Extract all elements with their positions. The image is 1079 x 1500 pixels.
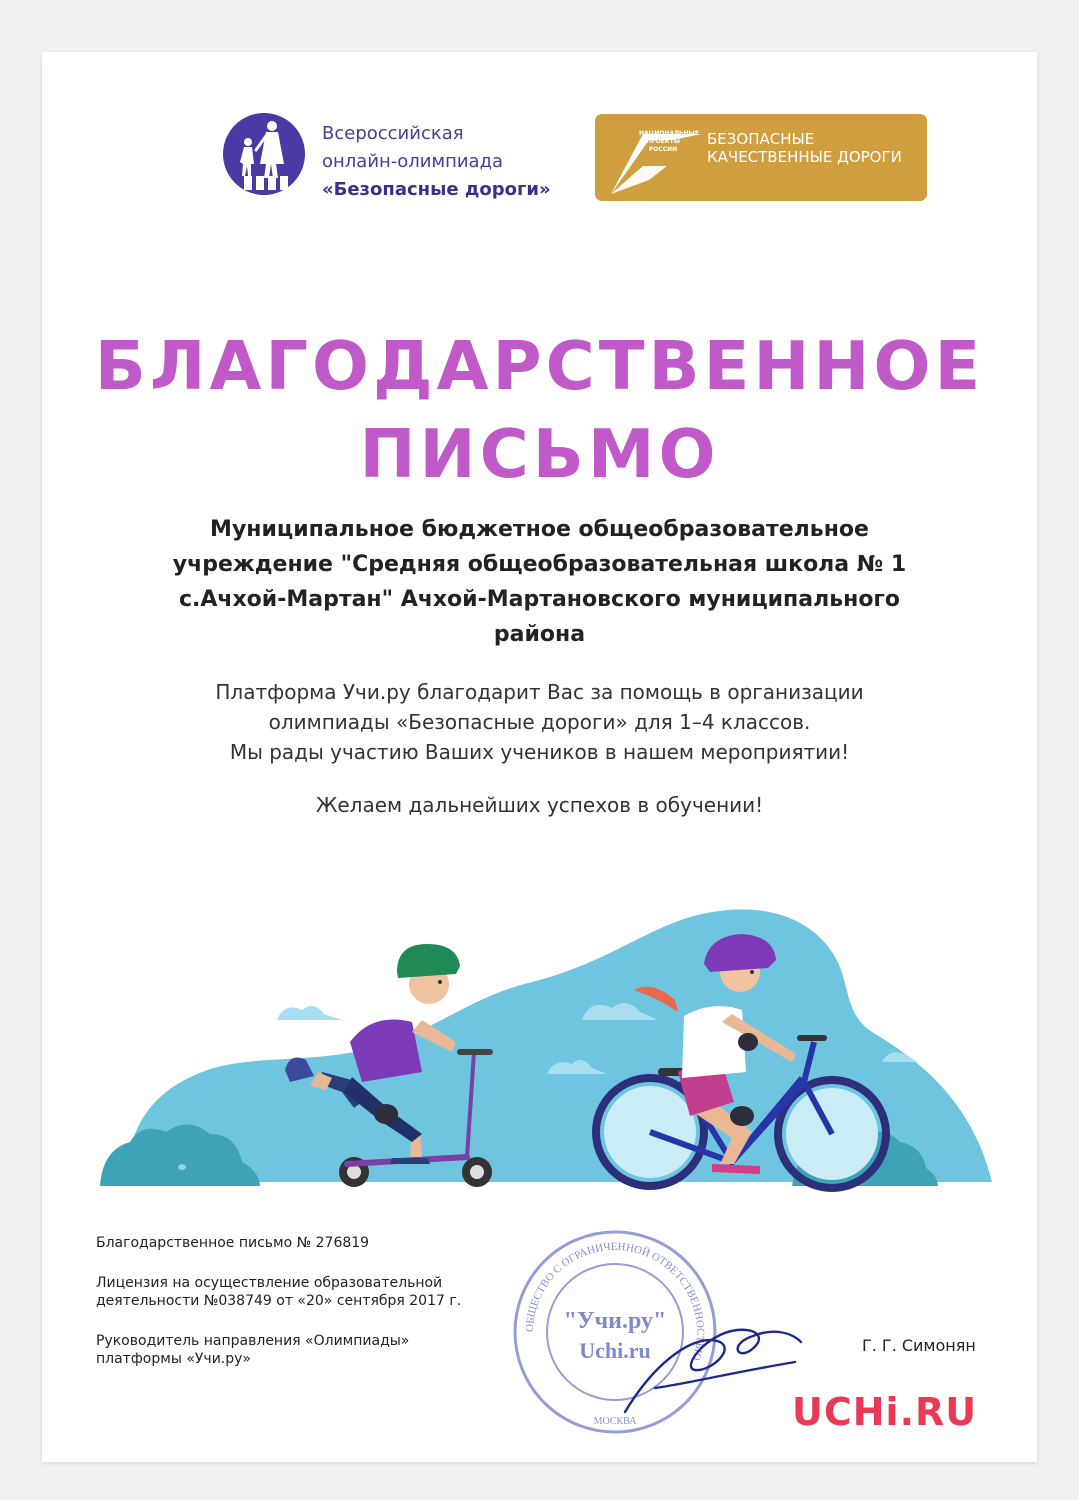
message-line3: Мы рады участию Ваших учеников в нашем мероприятии! bbox=[229, 740, 850, 764]
bkd-line2: КАЧЕСТВЕННЫЕ ДОРОГИ bbox=[707, 148, 902, 166]
stamp-sub-text: Uchi.ru bbox=[579, 1338, 651, 1363]
message-line2: олимпиады «Безопасные дороги» для 1–4 классов. bbox=[268, 710, 811, 734]
title-line1: БЛАГОДАРСТВЕННОЕ bbox=[94, 327, 985, 405]
certificate-title bbox=[42, 322, 1037, 498]
license-line1: Лицензия на осуществление образовательной bbox=[96, 1275, 443, 1291]
thanks-message bbox=[132, 677, 947, 767]
olympiad-line3: «Безопасные дороги» bbox=[322, 179, 551, 200]
stamp-main-text: "Учи.ру" bbox=[563, 1308, 667, 1334]
footer-info bbox=[96, 1234, 506, 1368]
olympiad-line2: онлайн-олимпиада bbox=[322, 151, 504, 172]
stamp-city-text: МОСКВА bbox=[593, 1416, 637, 1427]
letter-number: Благодарственное письмо № 276819 bbox=[96, 1235, 370, 1251]
recipient-name: Муниципальное бюджетное общеобразовательное учреждение "Средняя общеобразовательная школа № 1 с.Ачхой-Мартан" Ачхой-Мартановского муниципального района bbox=[172, 517, 907, 647]
uchi-ru-logo: UCHi.RU bbox=[792, 1390, 978, 1434]
bkd-line1: БЕЗОПАСНЫЕ bbox=[707, 130, 815, 148]
national-projects-label: НАЦИОНАЛЬНЫЕ ПРОЕКТЫ РОССИИ bbox=[639, 130, 699, 153]
stamp-ring-text: ОБЩЕСТВО С ОГРАНИЧЕННОЙ ОТВЕТСТВЕННОСТЬЮ bbox=[523, 1240, 707, 1362]
olympiad-line1: Всероссийская bbox=[322, 123, 464, 144]
head-line2: платформы «Учи.ру» bbox=[96, 1351, 251, 1367]
wish-message: Желаем дальнейших успехов в обучении! bbox=[315, 793, 764, 817]
message-line1: Платформа Учи.ру благодарит Вас за помощь в организации bbox=[215, 680, 864, 704]
cloud-icon bbox=[277, 1006, 342, 1020]
head-line1: Руководитель направления «Олимпиады» bbox=[96, 1333, 410, 1349]
license-line2: деятельности №038749 от «20» сентября 2017 г. bbox=[96, 1293, 462, 1309]
certificate-sheet bbox=[42, 52, 1037, 1462]
kids-riding-illustration bbox=[92, 902, 992, 1202]
children-crossing-icon bbox=[222, 112, 306, 196]
olympiad-logo bbox=[222, 112, 582, 204]
bkd-logo bbox=[595, 114, 927, 201]
stamp-and-signature bbox=[505, 1212, 805, 1452]
signer-name: Г. Г. Симонян bbox=[862, 1336, 976, 1355]
title-line2: ПИСЬМО bbox=[359, 415, 720, 493]
